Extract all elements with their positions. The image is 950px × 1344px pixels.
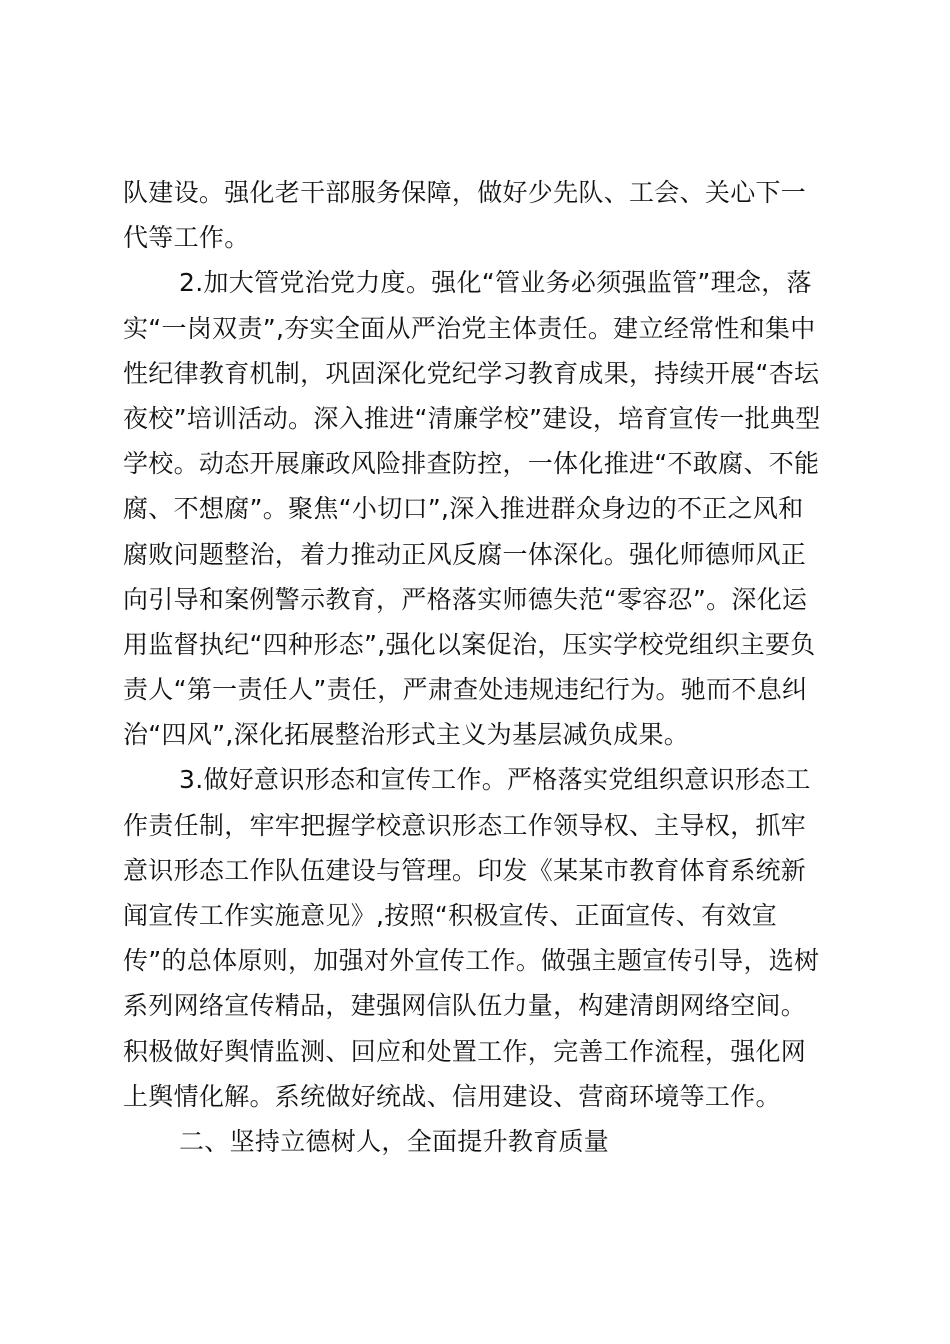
text-line: 性纪律教育机制，巩固深化党纪学习教育成果，持续开展“杏坛 bbox=[123, 358, 820, 388]
text-line: 实“一岗双责”,夯实全面从严治党主体责任。建立经常性和集中 bbox=[123, 313, 816, 343]
text-line: 腐败问题整治，着力推动正风反腐一体深化。强化师德师风正 bbox=[123, 539, 807, 569]
text-line: 意识形态工作队伍建设与管理。印发《某某市教育体育系统新 bbox=[123, 855, 807, 885]
text-line: 上舆情化解。系统做好统战、信用建设、营商环境等工作。 bbox=[123, 1081, 781, 1111]
paragraph-heading: 2.加大管党治党力度。强化“管业务必须强监管”理念，落 bbox=[179, 268, 812, 298]
text-line: 向引导和案例警示教育，严格落实师德失范“零容忍”。深化运 bbox=[123, 584, 808, 614]
text-line: 队建设。强化老干部服务保障，做好少先队、工会、关心下一 bbox=[123, 178, 807, 207]
text-line: 闻宣传工作实施意见》,按照“积极宣传、正面宣传、有效宣 bbox=[123, 901, 778, 930]
text-line: 积极做好舆情监测、回应和处置工作，完善工作流程，强化网 bbox=[123, 1036, 807, 1066]
text-line: 代等工作。 bbox=[123, 223, 250, 253]
text-line: 学校。动态开展廉政风险排查防控，一体化推进“不敢腐、不能 bbox=[123, 449, 820, 479]
section-heading: 二、坚持立德树人，全面提升教育质量 bbox=[179, 1126, 610, 1156]
text-line: 作责任制，牢牢把握学校意识形态工作领导权、主导权，抓牢 bbox=[123, 810, 807, 840]
text-line: 夜校”培训活动。深入推进“清廉学校”建设，培育宣传一批典型 bbox=[123, 403, 821, 433]
text-line: 传”的总体原则，加强对外宣传工作。做强主题宣传引导，选树 bbox=[123, 946, 820, 976]
text-line: 腐、不想腐”。聚焦“小切口”,深入推进群众身边的不正之风和 bbox=[123, 494, 804, 524]
text-line: 治“四风”,深化拓展整治形式主义为基层减负成果。 bbox=[123, 720, 690, 750]
text-line: 责人“第一责任人”责任，严肃查处违规违纪行为。驰而不息纠 bbox=[123, 675, 808, 705]
document-body bbox=[123, 170, 833, 1164]
text-line: 用监督执纪“四种形态”,强化以案促治，压实学校党组织主要负 bbox=[123, 629, 816, 659]
text-line: 系列网络宣传精品，建强网信队伍力量，构建清朗网络空间。 bbox=[123, 991, 807, 1021]
paragraph-heading: 3.做好意识形态和宣传工作。严格落实党组织意识形态工 bbox=[179, 765, 811, 795]
